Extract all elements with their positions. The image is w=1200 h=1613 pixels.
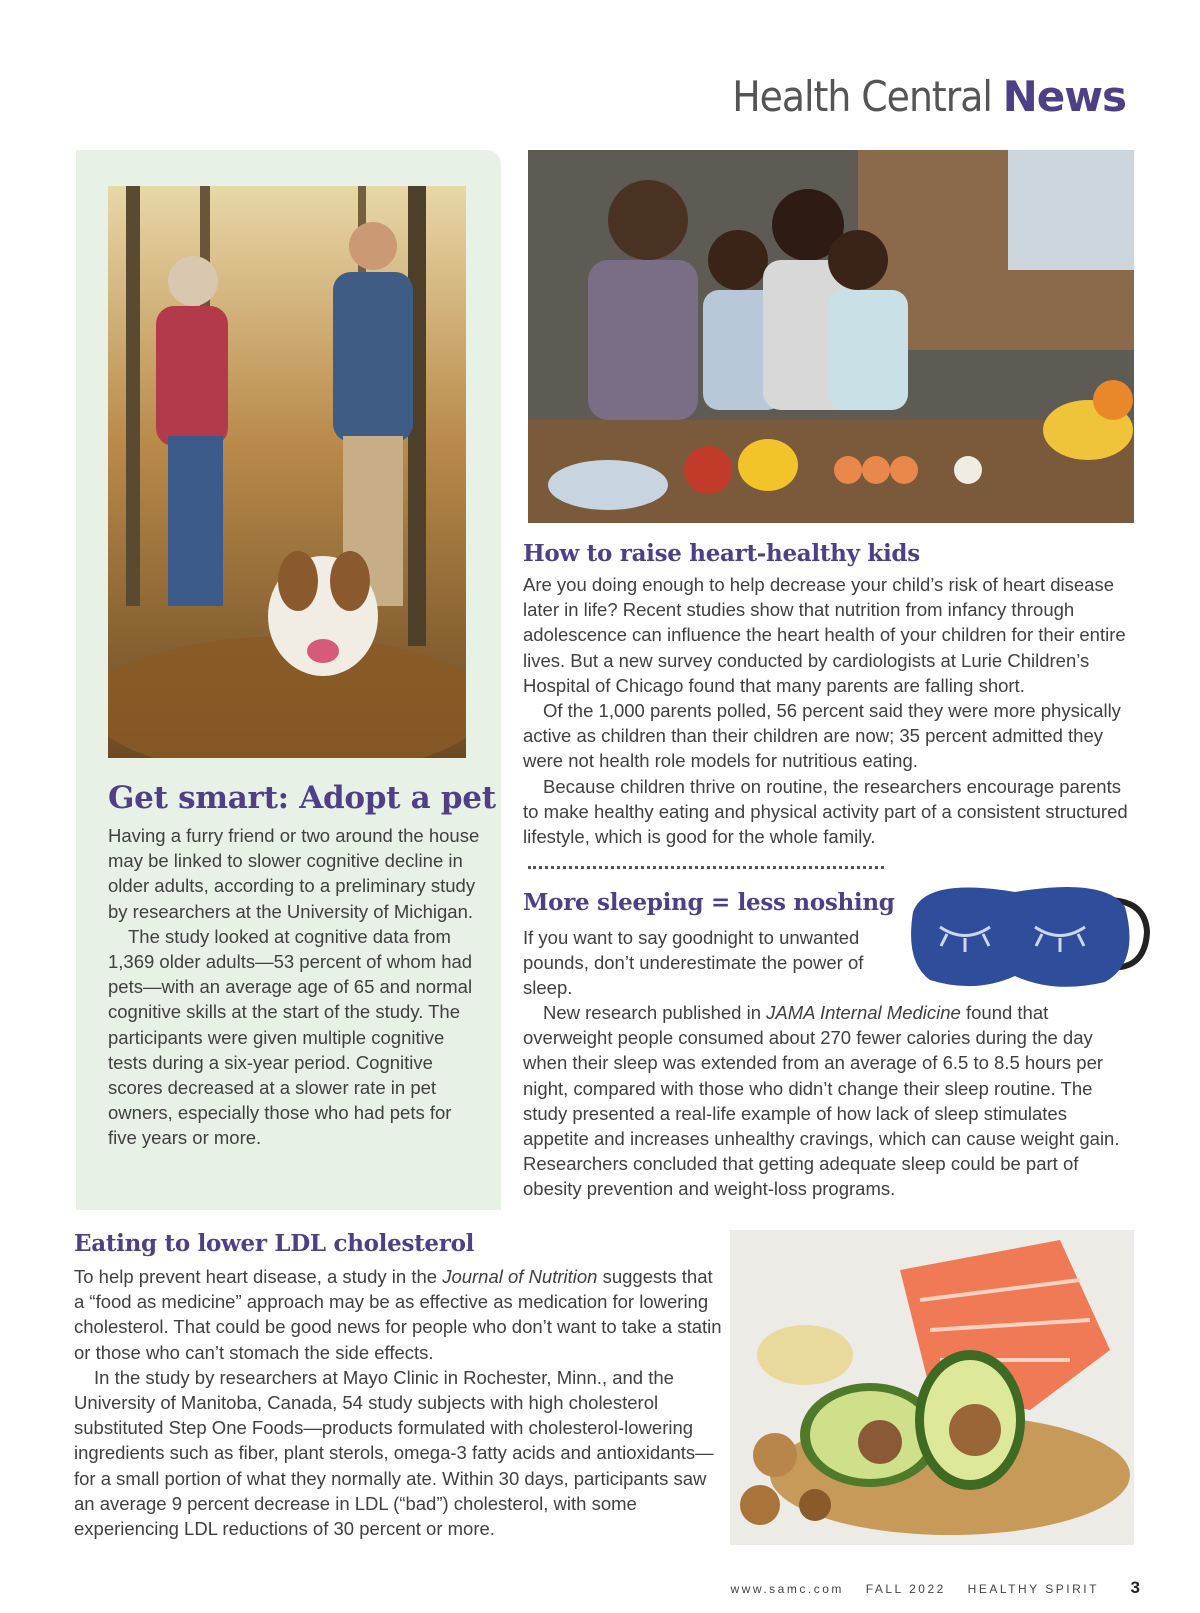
sleep-body-main	[523, 1000, 1133, 1202]
kids-paragraph-2: Of the 1,000 parents polled, 56 percent said they were more physically active as children than their children are now; 35 percent admitted they were not health role models for nutritious eating.	[523, 700, 1121, 772]
masthead	[732, 72, 1126, 121]
page-number: 3	[1130, 1578, 1140, 1597]
section-divider	[528, 866, 884, 869]
sleep-paragraph-2	[523, 1000, 1133, 1202]
pet-photo	[108, 186, 466, 758]
page-footer	[715, 1578, 1140, 1598]
kids-headline: How to raise heart-healthy kids	[523, 540, 920, 567]
kids-paragraph-1: Are you doing enough to help decrease your child’s risk of heart disease later in life? Recent studies show that nutrition from infancy through adolescence can influence the heart health of your children for their entire lives. But a new survey conducted by cardiologists at Lurie Children’s Hospital of Chicago found that many parents are falling short.	[523, 574, 1126, 696]
pet-paragraph-2: The study looked at cognitive data from 1,369 older adults—53 percent of whom had pets—with an average age of 65 and normal cognitive skills at the start of the study. The participants were given multiple cognitive tests during a six-year period. Cognitive scores decreased at a slower rate in pet owners, especially those who had pets for five years or more.	[108, 925, 473, 1149]
sleep-paragraph-1: If you want to say goodnight to unwanted pounds, don’t underestimate the power of sleep.	[523, 927, 864, 999]
sleep-headline: More sleeping = less noshing	[523, 889, 895, 916]
pet-body	[108, 823, 483, 1151]
ldl-body	[74, 1264, 724, 1541]
pet-paragraph-1: Having a furry friend or two around the house may be linked to slower cognitive decline in older adults, according to a preliminary study by researchers at the University of Michigan.	[108, 825, 480, 922]
ldl-p1-after: suggests that a “food as medicine” approach may be as effective as medication for lowering cholesterol. That could be good news for people who don’t want to take a statin or those who can’t stomach the side effects.	[74, 1266, 722, 1363]
sleep-p2-journal: JAMA Internal Medicine	[766, 1002, 961, 1023]
ldl-paragraph-2: In the study by researchers at Mayo Clinic in Rochester, Minn., and the University of Manitoba, Canada, 54 study subjects with high cholesterol substituted Step One Foods—products formulated with cholesterol-lowering ingredients such as fiber, plant sterols, omega-3 fatty acids and antioxidants—for a small portion of what they normally ate. Within 30 days, participants saw an average 9 percent decrease in LDL (“bad”) cholesterol, with some experiencing LDL reductions of 30 percent or more.	[74, 1366, 714, 1540]
sleep-p2-after: found that overweight people consumed about 270 fewer calories during the day when their sleep was extended from an average of 6.5 to 8.5 hours per night, compared with those who didn’t change their sleep routine. The study presented a real-life example of how lack of sleep stimulates appetite and increases unhealthy cravings, which can cause weight gain. Researchers concluded that getting adequate sleep could be part of obesity prevention and weight-loss programs.	[523, 1002, 1120, 1200]
kids-paragraph-3: Because children thrive on routine, the researchers encourage parents to make healthy eating and physical activity part of a consistent structured lifestyle, which is good for the whole family.	[523, 775, 1128, 848]
footer-issue: FALL 2022	[865, 1582, 946, 1596]
sleep-p2-before: New research published in	[543, 1002, 767, 1023]
masthead-light: Health Central	[732, 72, 992, 121]
footer-magazine: HEALTHY SPIRIT	[967, 1582, 1099, 1596]
masthead-bold: News	[1002, 72, 1126, 121]
heart-healthy-food-photo	[730, 1230, 1134, 1545]
ldl-paragraph-1	[74, 1264, 724, 1365]
footer-url: www.samc.com	[730, 1582, 844, 1596]
sleep-mask-photo	[905, 872, 1155, 1002]
kids-body	[523, 572, 1133, 849]
kitchen-family-photo	[528, 150, 1134, 523]
pet-headline: Get smart: Adopt a pet	[108, 780, 496, 816]
ldl-p1-before: To help prevent heart disease, a study in the	[74, 1266, 443, 1287]
sleep-body-intro	[523, 925, 893, 1001]
ldl-p1-journal: Journal of Nutrition	[442, 1266, 598, 1287]
ldl-headline: Eating to lower LDL cholesterol	[74, 1230, 475, 1257]
